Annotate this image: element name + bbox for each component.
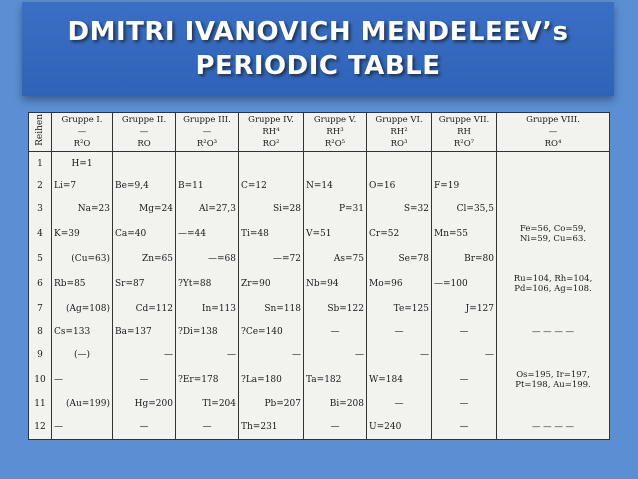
element-cell: Br=80 (432, 248, 497, 271)
row-number: 11 (29, 393, 52, 416)
group-viii-cell: — — — — (497, 320, 610, 343)
group-viii-cell (497, 393, 610, 416)
group-viii-cell: Os=195, Ir=197, Pt=198, Au=199. (497, 366, 610, 393)
element-cell: W=184 (367, 366, 432, 393)
element-cell: N=14 (304, 175, 367, 198)
element-cell: Si=28 (239, 198, 304, 221)
row-number: 12 (29, 416, 52, 440)
row-number: 9 (29, 343, 52, 366)
element-cell: — (304, 320, 367, 343)
element-cell: B=11 (176, 175, 239, 198)
group-viii-cell (497, 343, 610, 366)
reihen-header: Reihen (29, 113, 52, 152)
element-cell: Ba=137 (113, 320, 176, 343)
element-cell: ?Er=178 (176, 366, 239, 393)
group-viii-cell (497, 297, 610, 320)
element-cell: K=39 (52, 221, 113, 248)
group-header: Gruppe VIII. — RO⁴ (497, 113, 610, 152)
element-cell: Zr=90 (239, 271, 304, 298)
element-cell: U=240 (367, 416, 432, 440)
row-number: 5 (29, 248, 52, 271)
element-cell: F=19 (432, 175, 497, 198)
element-cell: — (113, 416, 176, 440)
group-viii-cell: Fe=56, Co=59, Ni=59, Cu=63. (497, 221, 610, 248)
title-line-1: DMITRI IVANOVICH MENDELEEV’s (67, 17, 569, 47)
element-cell: —=100 (432, 271, 497, 298)
group-header: Gruppe I. — R²O (52, 113, 113, 152)
element-cell: V=51 (304, 221, 367, 248)
element-cell: — (113, 366, 176, 393)
table-body (29, 152, 610, 440)
element-cell: — (432, 366, 497, 393)
group-viii-cell (497, 248, 610, 271)
element-cell: Al=27,3 (176, 198, 239, 221)
element-cell: Tl=204 (176, 393, 239, 416)
element-cell: Se=78 (367, 248, 432, 271)
group-header: Gruppe IV. RH⁴ RO² (239, 113, 304, 152)
table-row (29, 198, 610, 221)
group-header: Gruppe II. — RO (113, 113, 176, 152)
group-viii-cell: — — — — (497, 416, 610, 440)
element-cell: — (176, 416, 239, 440)
element-cell: — (367, 393, 432, 416)
row-number: 4 (29, 221, 52, 248)
element-cell: Na=23 (52, 198, 113, 221)
element-cell: Bi=208 (304, 393, 367, 416)
row-number: 1 (29, 152, 52, 176)
row-number: 10 (29, 366, 52, 393)
element-cell: (Ag=108) (52, 297, 113, 320)
element-cell (304, 152, 367, 176)
group-viii-cell: Ru=104, Rh=104, Pd=106, Ag=108. (497, 271, 610, 298)
element-cell: — (176, 343, 239, 366)
table-row (29, 416, 610, 440)
element-cell: —=72 (239, 248, 304, 271)
element-cell: Cr=52 (367, 221, 432, 248)
element-cell: — (113, 343, 176, 366)
table-row (29, 393, 610, 416)
element-cell: Ta=182 (304, 366, 367, 393)
element-cell: Cs=133 (52, 320, 113, 343)
element-cell: Th=231 (239, 416, 304, 440)
table-row (29, 343, 610, 366)
element-cell: ?Yt=88 (176, 271, 239, 298)
element-cell: —=68 (176, 248, 239, 271)
element-cell: — (367, 320, 432, 343)
element-cell: ?La=180 (239, 366, 304, 393)
element-cell: — (304, 416, 367, 440)
element-cell: Pb=207 (239, 393, 304, 416)
element-cell: — (367, 343, 432, 366)
table-row (29, 320, 610, 343)
group-header: Gruppe III. — R²O³ (176, 113, 239, 152)
table-row (29, 248, 610, 271)
element-cell: Hg=200 (113, 393, 176, 416)
row-number: 2 (29, 175, 52, 198)
table-row (29, 175, 610, 198)
element-cell: Sn=118 (239, 297, 304, 320)
element-cell: Cl=35,5 (432, 198, 497, 221)
element-cell: — (52, 416, 113, 440)
element-cell: Be=9,4 (113, 175, 176, 198)
element-cell: O=16 (367, 175, 432, 198)
element-cell: Ti=48 (239, 221, 304, 248)
element-cell: Mg=24 (113, 198, 176, 221)
element-cell: (Cu=63) (52, 248, 113, 271)
element-cell: — (432, 416, 497, 440)
element-cell (239, 152, 304, 176)
element-cell: (—) (52, 343, 113, 366)
group-viii-cell (497, 175, 610, 198)
periodic-table-scan (28, 112, 610, 440)
group-header: Gruppe VII. RH R²O⁷ (432, 113, 497, 152)
element-cell: C=12 (239, 175, 304, 198)
element-cell: Nb=94 (304, 271, 367, 298)
element-cell: — (239, 343, 304, 366)
table-row (29, 221, 610, 248)
element-cell: In=113 (176, 297, 239, 320)
element-cell: Li=7 (52, 175, 113, 198)
element-cell: Ca=40 (113, 221, 176, 248)
element-cell: Mn=55 (432, 221, 497, 248)
row-number: 3 (29, 198, 52, 221)
element-cell: Zn=65 (113, 248, 176, 271)
periodic-table (28, 112, 610, 440)
element-cell (367, 152, 432, 176)
element-cell: — (432, 393, 497, 416)
element-cell: — (432, 343, 497, 366)
element-cell: Cd=112 (113, 297, 176, 320)
element-cell: S=32 (367, 198, 432, 221)
element-cell: ?Ce=140 (239, 320, 304, 343)
group-header: Gruppe V. RH³ R²O⁵ (304, 113, 367, 152)
title-line-2: PERIODIC TABLE (195, 51, 441, 81)
group-viii-cell (497, 152, 610, 176)
table-row (29, 271, 610, 298)
element-cell: As=75 (304, 248, 367, 271)
table-row (29, 297, 610, 320)
title-banner (22, 2, 614, 96)
element-cell: (Au=199) (52, 393, 113, 416)
row-number: 8 (29, 320, 52, 343)
element-cell: P=31 (304, 198, 367, 221)
table-row (29, 366, 610, 393)
element-cell: Rb=85 (52, 271, 113, 298)
element-cell: Te=125 (367, 297, 432, 320)
element-cell: Sb=122 (304, 297, 367, 320)
row-number: 6 (29, 271, 52, 298)
element-cell (432, 152, 497, 176)
element-cell: — (304, 343, 367, 366)
element-cell: —=44 (176, 221, 239, 248)
group-header: Gruppe VI. RH² RO³ (367, 113, 432, 152)
group-viii-cell (497, 198, 610, 221)
element-cell: Sr=87 (113, 271, 176, 298)
element-cell (176, 152, 239, 176)
element-cell: — (432, 320, 497, 343)
table-header-row (29, 113, 610, 152)
table-row (29, 152, 610, 176)
element-cell: J=127 (432, 297, 497, 320)
element-cell: Mo=96 (367, 271, 432, 298)
element-cell: — (52, 366, 113, 393)
element-cell: H=1 (52, 152, 113, 176)
element-cell: ?Di=138 (176, 320, 239, 343)
element-cell (113, 152, 176, 176)
row-number: 7 (29, 297, 52, 320)
